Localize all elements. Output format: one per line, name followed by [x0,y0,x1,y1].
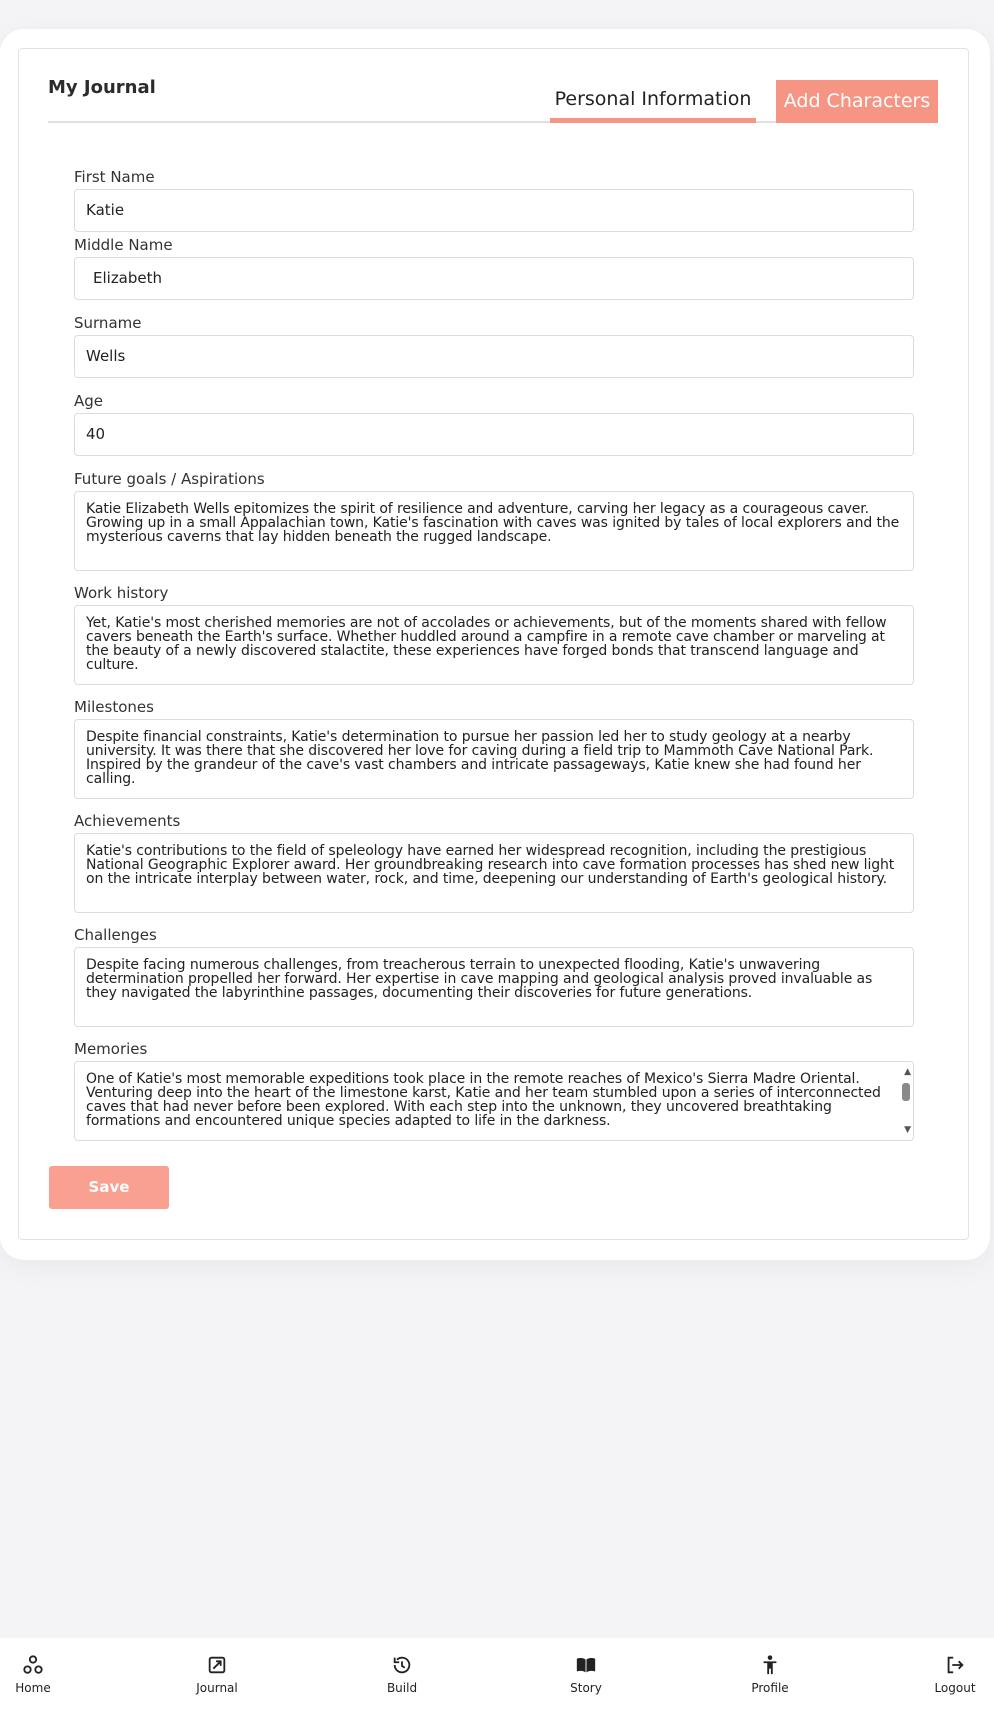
middle-name-label: Middle Name [74,236,173,254]
surname-input[interactable]: Wells [74,335,914,378]
nav-build-label: Build [386,1681,418,1695]
memories-textarea[interactable]: One of Katie's most memorable expeditions took place in the remote reaches of Mexico's Sierra Madre Oriental. Venturing deep into the heart of the limestone karst, Katie and her team stumbled upon a series of interconnected caves that had never before been explored. With each step into the unknown, they uncovered breathtaking formations and encountered unique species adapted to life in the darkness. [74,1061,914,1141]
nav-home[interactable] [0,1654,73,1695]
nav-build[interactable] [362,1654,442,1695]
memories-field [74,1061,914,1141]
nav-journal-label: Journal [196,1681,238,1695]
goals-label: Future goals / Aspirations [74,470,265,488]
achievements-textarea[interactable]: Katie's contributions to the field of speleology have earned her widespread recognition, including the prestigious National Geographic Explorer award. Her groundbreaking research into cave formation processes has shed new light on the intricate interplay between water, rock, and time, deepening our understanding of Earth's geological history. [74,833,914,913]
scroll-down-arrow-icon[interactable]: ▼ [904,1125,911,1135]
page-title: My Journal [48,77,156,98]
goals-textarea[interactable]: Katie Elizabeth Wells epitomizes the spirit of resilience and adventure, carving her legacy as a courageous caver. Growing up in a small Appalachian town, Katie's fascination with caves was ignited by tales of local explorers and the mysterious caverns that lay hidden beneath the rugged landscape. [74,491,914,571]
work-history-textarea[interactable]: Yet, Katie's most cherished memories are not of accolades or achievements, but of the moments shared with fellow cavers beneath the Earth's surface. Whether huddled around a campfire in a remote cave chamber or marveling at the beauty of a newly discovered stalactite, these experiences have forged bonds that transcend language and culture. [74,605,914,685]
tab-add-characters[interactable]: Add Characters [776,80,938,123]
active-tab-indicator [550,118,756,123]
home-icon [22,1654,44,1676]
person-icon [759,1654,781,1676]
journal-icon [206,1654,228,1676]
nav-profile[interactable] [730,1654,810,1695]
history-icon [391,1654,413,1676]
challenges-textarea[interactable]: Despite facing numerous challenges, from treacherous terrain to unexpected flooding, Katie's unwavering determination propelled her forward. Her expertise in cave mapping and geological analysis proved invaluable as they navigated the labyrinthine passages, documenting their discoveries for future generations. [74,947,914,1027]
open-book-icon [575,1654,597,1676]
nav-story[interactable] [546,1654,626,1695]
nav-logout[interactable] [915,1654,994,1695]
tab-personal-information[interactable]: Personal Information [554,88,752,110]
work-history-label: Work history [74,584,169,602]
milestones-textarea[interactable]: Despite financial constraints, Katie's determination to pursue her passion led her to study geology at a nearby university. It was there that she discovered her love for caving during a field trip to Mammoth Cave National Park. Inspired by the grandeur of the cave's vast chambers and intricate passageways, Katie knew she had found her calling. [74,719,914,799]
nav-home-label: Home [15,1681,51,1695]
age-input[interactable]: 40 [74,413,914,456]
milestones-label: Milestones [74,698,154,716]
nav-journal[interactable] [177,1654,257,1695]
bottom-navigation [0,1638,994,1729]
save-button[interactable]: Save [49,1166,169,1209]
nav-profile-label: Profile [751,1681,789,1695]
nav-story-label: Story [570,1681,602,1695]
first-name-input[interactable]: Katie [74,189,914,232]
surname-label: Surname [74,314,142,332]
challenges-label: Challenges [74,926,157,944]
middle-name-input[interactable]: Elizabeth [74,257,914,300]
memories-label: Memories [74,1040,148,1058]
nav-logout-label: Logout [934,1681,976,1695]
age-label: Age [74,392,104,410]
achievements-label: Achievements [74,812,181,830]
logout-icon [944,1654,966,1676]
first-name-label: First Name [74,168,155,186]
scrollbar-thumb[interactable] [902,1083,910,1101]
scroll-up-arrow-icon[interactable]: ▲ [904,1067,911,1077]
